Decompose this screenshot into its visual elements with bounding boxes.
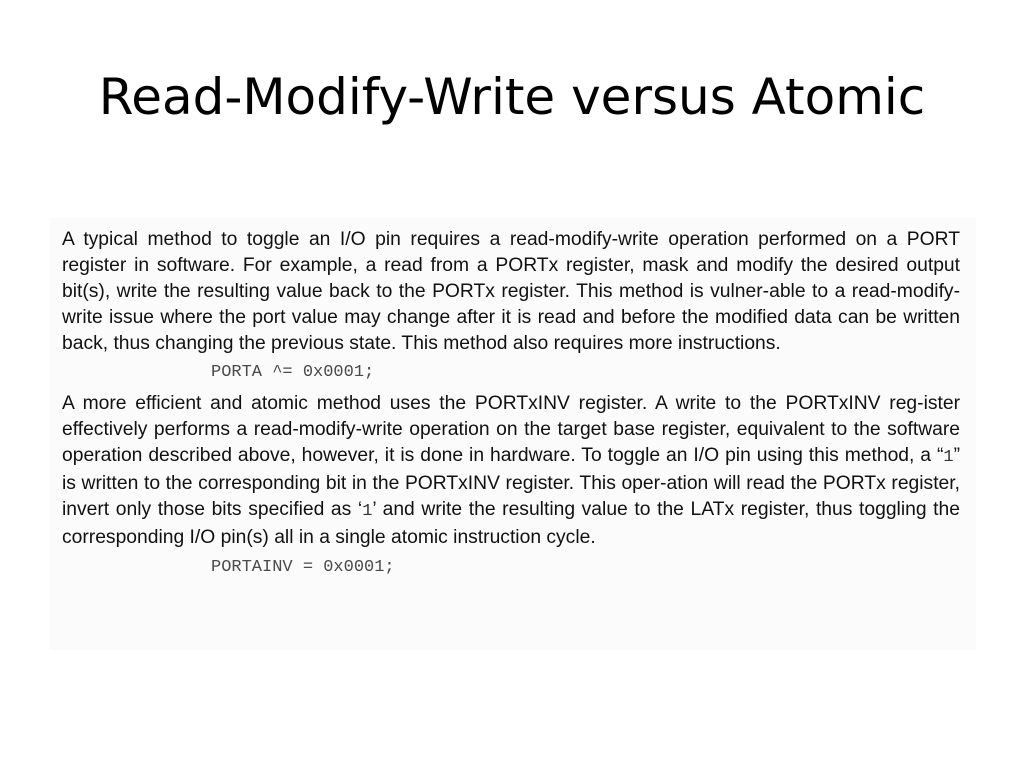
code-example-inv: PORTAINV = 0x0001; bbox=[211, 558, 395, 577]
paragraph-text: ” is written to the corresponding bit in the PORTxINV register. This oper-ation will read the PORTx register, invert only those bits specified as ‘ bbox=[62, 445, 960, 520]
inline-code: 1 bbox=[362, 502, 373, 521]
paragraph-read-modify-write: A typical method to toggle an I/O pin requires a read-modify-write operation performed on a PORT register in software. For example, a read from a PORTx register, mask and modify the desired output bit(s), write the resulting value back to the PORTx register. This method is vulner-able to a read-modify-write issue where the port value may change after it is read and before the modified data can be written back, thus changing the previous state. This method also requires more instructions. bbox=[62, 229, 960, 354]
inline-code: 1 bbox=[943, 448, 954, 467]
paragraph-text: ’ and write the resulting value to the LATx register, thus toggling the corresponding I/O pin(s) all in a single atomic instruction cycle. bbox=[62, 499, 960, 548]
paragraph-text: A more efficient and atomic method uses the PORTxINV register. A write to the PORTxINV reg-ister effectively performs a read-modify-write operation on the target base register, equivalent to the software operation described above, however, it is done in hardware. To toggle an I/O pin using this method, a “ bbox=[62, 393, 960, 466]
code-example-xor: PORTA ^= 0x0001; bbox=[211, 363, 375, 382]
document-excerpt bbox=[50, 218, 976, 650]
slide-title: Read-Modify-Write versus Atomic bbox=[98, 68, 926, 126]
paragraph-atomic-method bbox=[62, 391, 960, 551]
